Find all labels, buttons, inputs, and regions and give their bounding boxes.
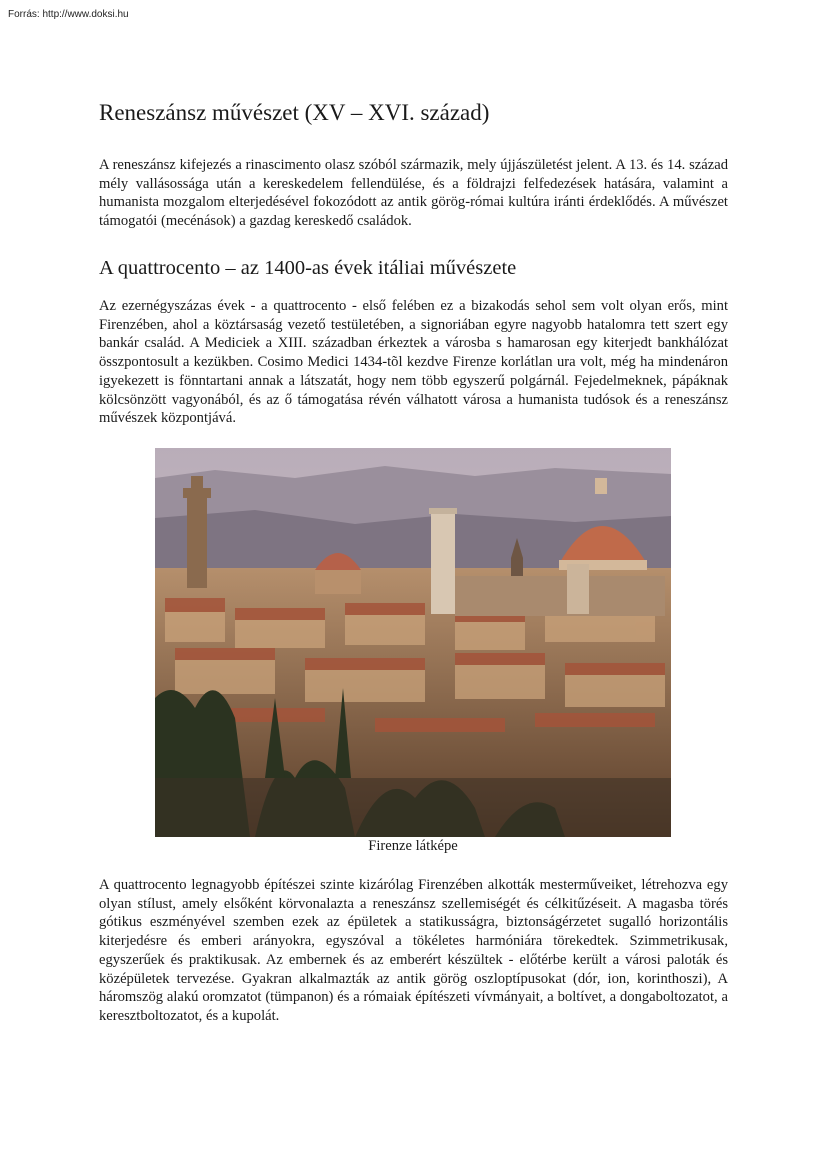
page-title: Reneszánsz művészet (XV – XVI. század)	[99, 100, 490, 125]
campanile	[429, 508, 457, 614]
intro-paragraph: A reneszánsz kifejezés a rinascimento olasz szóból származik, mely újjászületést jelent. A 13. és 14. század mély vallásossága után a kereskedelem fellendülése, és a földrajzi felfedezések hatására, valamint a humanista mozgalom elterjedésével fokozódott az antik görög-római kultúra iránti érdeklődés. A művészet támogatói (mecénások) a gazdag kereskedő családok.	[99, 157, 728, 230]
source-link[interactable]: Forrás: http://www.doksi.hu	[8, 9, 129, 20]
florence-photo	[155, 448, 671, 837]
medici-paragraph: Az ezernégyszázas évek - a quattrocento - első felében ez a bizakodás sehol sem volt olyan erős, mint Firenzében, ahol a köztársaság vezető testületében, a signoriában egyre nagyobb hatalomra tett szert egy bankár család. A Mediciek a XIII. században érkeztek a városba s hamarosan egy kiterjedt bankhálózat összpontosult a kezükben. Cosimo Medici 1434-tõl kezdve Firenze korlátlan ura volt, még ha mindenáron igyekezett is fönntartani annak a látszatát, hogy nem több egyszerű polgárnál. Fejedelmeknek, pápáknak kölcsönzött vagyonából, és az ő támogatása révén válhatott városa a humanista tudósok és a reneszánsz művészek központjává.	[99, 298, 728, 427]
shadow-band	[155, 778, 671, 837]
figure-caption: Firenze látképe	[368, 838, 458, 854]
palazzo-vecchio-tower	[183, 476, 211, 588]
section-heading: A quattrocento – az 1400-as évek itáliai művészete	[99, 257, 517, 279]
architecture-paragraph: A quattrocento legnagyobb építészei szinte kizárólag Firenzében alkották mesterműveiket, létrehozva egy olyan stílust, amely elsőként körvonalazta a reneszánsz szellemiségét és célkitűzéseit. A magasba törés gótikus eszményével szemben ezek az épületek a statikusságra, biztonságérzetet sugalló horizontális kiterjedésre és emberi arányokra, egyszóval a tökéletes harmóniára törekedtek. Szimmetrikusak, egyszerűek és praktikusak. Az embernek és az emberért készültek - előtérbe került a városi paloták és középületek tervezése. Gyakran alkalmazták az antik görög oszloptípusokat (dór, ion, korinthoszi), A háromszög alakú oromzatot (tümpanon) és a rómaiak építészeti vívmányait, a boltívet, a dongaboltozatot, a keresztboltozatot, és a kupolát.	[99, 877, 728, 1024]
